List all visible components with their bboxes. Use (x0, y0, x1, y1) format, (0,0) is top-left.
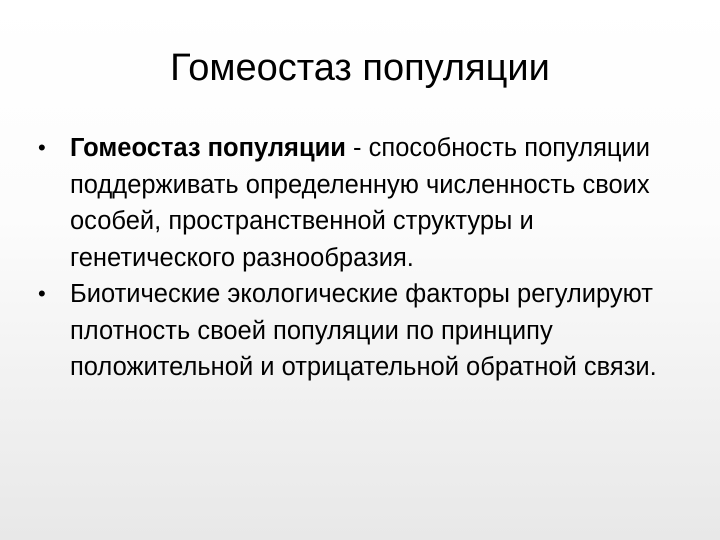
term-bold: Гомеостаз популяции (70, 134, 346, 162)
bullet-text: - способность популяции поддерживать определенную численность своих особей, пространственной структуры и генетического разнообразия. (70, 134, 651, 272)
slide-title: Гомеостаз популяции (170, 47, 550, 89)
bullet-text: Биотические экологические факторы регулируют плотность своей популяции по принципу положительной и отрицательной обратной связи. (70, 280, 657, 381)
bullet-item-definition (34, 130, 704, 276)
bullet-item-factors (34, 276, 704, 386)
bullet-list (34, 130, 704, 386)
bullet-marker: • (38, 281, 46, 306)
bullet-marker: • (38, 135, 46, 160)
